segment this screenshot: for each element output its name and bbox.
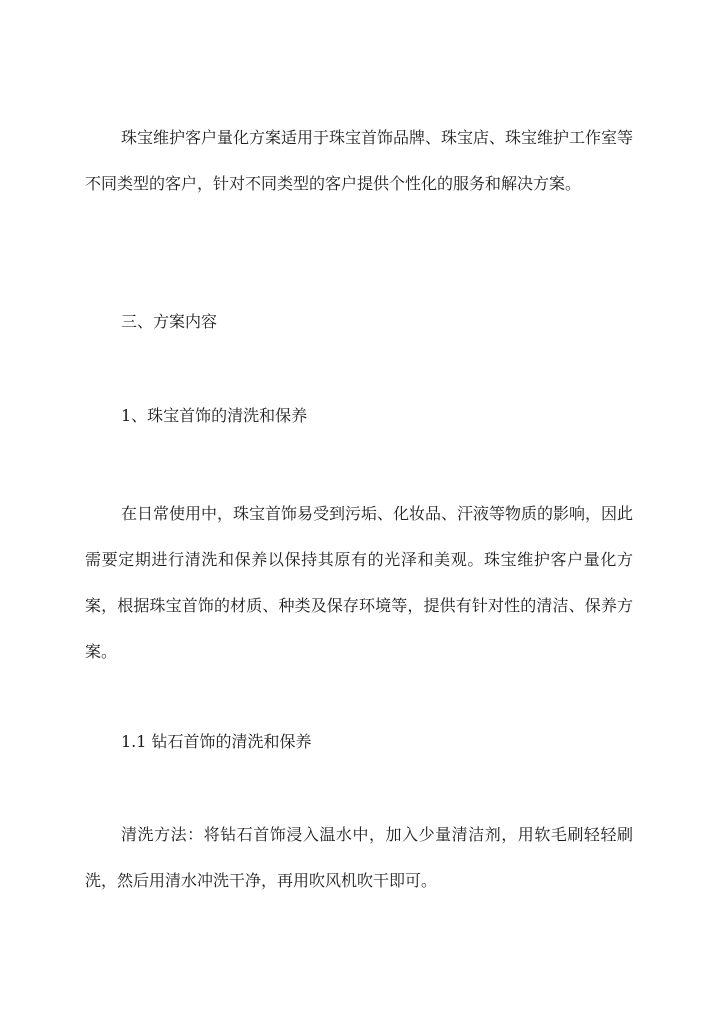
intro-paragraph: 珠宝维护客户量化方案适用于珠宝首饰品牌、珠宝店、珠宝维护工作室等不同类型的客户，针对不同类型的客户提供个性化的服务和解决方案。 — [85, 128, 634, 193]
section-heading-plan-content: 三、方案内容 — [121, 312, 218, 331]
subsection-heading-cleaning: 1、珠宝首饰的清洗和保养 — [121, 406, 308, 425]
diamond-cleaning-paragraph: 清洗方法：将钻石首饰浸入温水中，加入少量清洁剂，用软毛刷轻轻刷洗，然后用清水冲洗干净，再用吹风机吹干即可。 — [85, 825, 633, 890]
subsection-heading-diamond: 1.1 钻石首饰的清洗和保养 — [121, 732, 312, 751]
cleaning-paragraph: 在日常使用中，珠宝首饰易受到污垢、化妆品、汗液等物质的影响，因此需要定期进行清洗和保养以保持其原有的光泽和美观。珠宝维护客户量化方案，根据珠宝首饰的材质、种类及保存环境等，提供有针对性的清洁、保养方案。 — [85, 504, 634, 661]
